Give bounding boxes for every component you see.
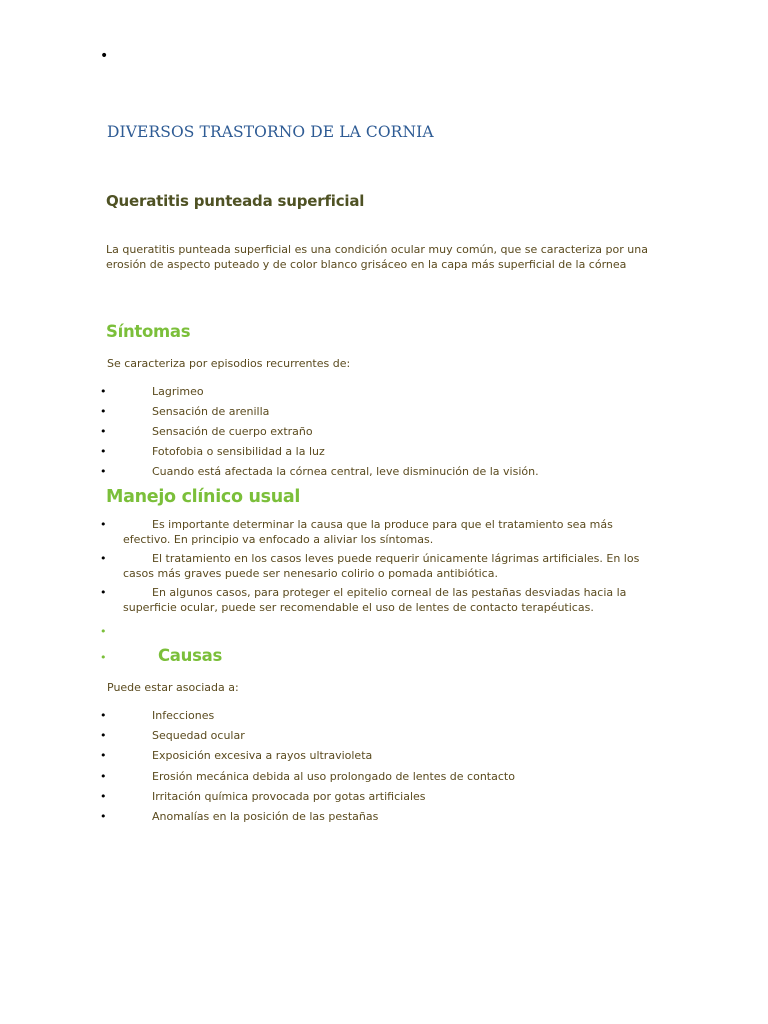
document-title: DIVERSOS TRASTORNO DE LA CORNIA xyxy=(107,123,434,141)
intro-paragraph: La queratitis punteada superficial es una condición ocular muy común, que se caracteriza por una erosión de aspecto puteado y de color blanco grisáceo en la capa más superficial de la córnea xyxy=(106,243,648,271)
stray-bullet: • xyxy=(100,48,109,64)
section-subtitle: Queratitis punteada superficial xyxy=(106,192,365,210)
causas-heading: Causas xyxy=(158,646,222,665)
causas-intro: Puede estar asociada a: xyxy=(107,681,239,694)
manejo-heading: Manejo clínico usual xyxy=(106,487,301,507)
sintomas-heading: Síntomas xyxy=(106,322,191,341)
causas-bullet: • xyxy=(100,651,107,664)
sintomas-intro: Se caracteriza por episodios recurrentes de: xyxy=(107,357,351,370)
